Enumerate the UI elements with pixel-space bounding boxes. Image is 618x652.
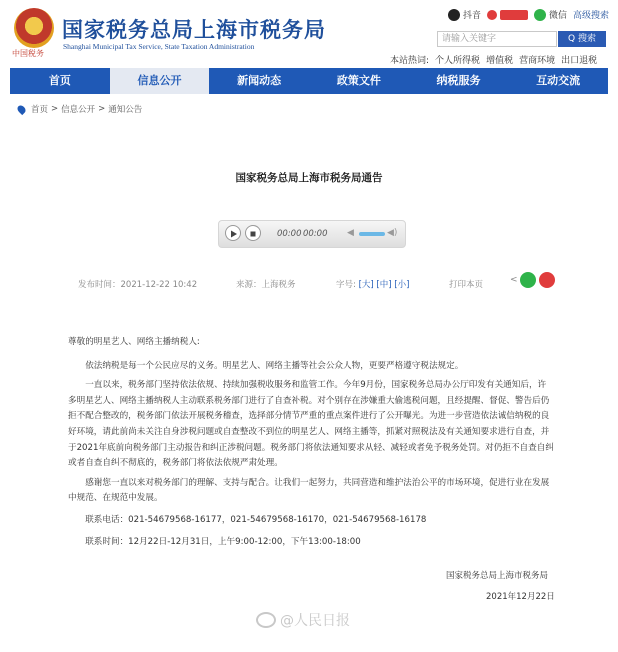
paragraph: 依法纳税是每一个公民应尽的义务。明星艺人、网络主播等社会公众人物，更要严格遵守税法规定。 <box>85 360 464 371</box>
weibo-link[interactable] <box>487 10 528 20</box>
breadcrumb-home[interactable]: 首页 <box>31 105 49 115</box>
mute-icon[interactable]: ◀ <box>347 228 354 238</box>
top-links <box>448 8 609 21</box>
watermark-text: @人民日报 <box>280 613 350 629</box>
nav-policy[interactable]: 政策文件 <box>336 74 381 87</box>
location-pin-icon <box>16 103 27 114</box>
nav-interaction[interactable]: 互动交流 <box>536 74 581 87</box>
weibo-icon <box>487 10 497 20</box>
site-subtitle: Shanghai Municipal Tax Service, State Taxation Administration <box>63 42 255 51</box>
wechat-share-icon[interactable] <box>520 272 536 288</box>
hotword-item[interactable]: 个人所得税 <box>435 56 481 66</box>
nav-home[interactable]: 首页 <box>48 74 71 87</box>
breadcrumb-info[interactable]: 信息公开 <box>61 105 96 115</box>
font-size-label: 字号: <box>336 280 356 290</box>
total-time: 00:00 <box>303 229 328 239</box>
weibo-badge <box>500 10 528 20</box>
volume-max-icon[interactable]: ◀) <box>387 228 398 238</box>
signature: 国家税务总局上海市税务局 <box>446 571 549 581</box>
font-medium-button[interactable]: [中] <box>376 280 392 290</box>
breadcrumb-notice[interactable]: 通知公告 <box>108 105 143 115</box>
share-icon[interactable]: < <box>510 275 518 285</box>
hotwords-label: 本站热词: <box>390 56 430 66</box>
douyin-label: 抖音 <box>463 11 482 21</box>
paragraph: 感谢您一直以来对税务部门的理解、支持与配合。让我们一起努力，共同营造和维护法治公平的市场环境，促进行业在发展中规范、在规范中发展。 <box>68 477 550 504</box>
emblem-caption: 中国税务 <box>12 49 44 58</box>
font-large-button[interactable]: [大] <box>358 280 374 290</box>
wechat-label: 微信 <box>549 11 568 21</box>
search-button[interactable]: Q 搜索 <box>558 31 606 47</box>
current-time: 00:00 <box>277 229 302 239</box>
stop-button[interactable] <box>245 225 261 241</box>
wechat-link[interactable] <box>534 8 567 21</box>
nav-news[interactable]: 新闻动态 <box>237 74 282 87</box>
nav-tax-service[interactable]: 纳税服务 <box>436 74 481 87</box>
paragraph: 一直以来，税务部门坚持依法依规、持续加强税收服务和监管工作。今年9月份，国家税务总局办公厅印发有关通知后，许多明星艺人、网络主播纳税人主动联系税务部门进行了自查补税。对个别存在涉嫌重大偷逃税问题，且经提醒、督促、警告后仍拒不配合整改的，税务部门依法开展税务稽查，选择部分情节严重的重点案件进行了公开曝光。为进一步营造依法诚信纳税的良好环境，请此前尚未关注自身涉税问题或自查整改不到位的明星艺人、网络主播等，抓紧对照税法及有关通知要求进行自查，并于2021年底前向税务部门主动报告和纠正涉税问题。税务部门将依法通知要求从轻、减轻或者免予税务处罚。对仍拒不自查自纠或者自查自纠不彻底的，税务部门将依法依规严肃处理。 <box>68 380 554 469</box>
contact-time: 联系时间：12月22日-12月31日，上午9:00-12:00，下午13:00-18:00 <box>85 536 361 547</box>
article-title: 国家税务总局上海市税务局通告 <box>235 172 383 184</box>
nav-info-disclosure[interactable]: 信息公开 <box>110 68 210 94</box>
print-button[interactable]: 打印本页 <box>449 280 484 290</box>
article-body <box>68 335 554 550</box>
watermark <box>256 610 350 630</box>
weibo-watermark-icon <box>256 612 276 628</box>
volume-slider[interactable] <box>359 232 385 236</box>
hotwords-bar <box>390 53 597 66</box>
salutation: 尊敬的明星艺人、网络主播纳税人: <box>68 337 200 347</box>
hotword-item[interactable]: 增值税 <box>486 56 514 66</box>
hotword-item[interactable]: 营商环境 <box>519 56 556 66</box>
weibo-share-icon[interactable] <box>539 272 555 288</box>
font-size-control <box>336 278 409 290</box>
wechat-icon <box>534 9 546 21</box>
breadcrumb: 首页 > 信息公开 > 通知公告 <box>18 103 142 115</box>
search-input[interactable]: 请输入关键字 <box>437 31 557 47</box>
advanced-search-link[interactable]: 高级搜索 <box>573 11 610 21</box>
main-nav <box>10 68 608 94</box>
tax-emblem-logo <box>14 8 54 48</box>
site-title[interactable]: 国家税务总局上海市税务局 <box>62 18 326 42</box>
hotword-item[interactable]: 出口退税 <box>561 56 598 66</box>
article-source: 来源：上海税务 <box>236 280 296 290</box>
douyin-link[interactable] <box>448 8 481 21</box>
contact-phone: 联系电话：021-54679568-16177，021-54679568-16170，021-54679568-16178 <box>85 514 427 525</box>
notice-date: 2021年12月22日 <box>486 592 555 602</box>
douyin-icon <box>448 9 460 21</box>
play-button[interactable] <box>225 225 241 241</box>
font-small-button[interactable]: [小] <box>394 280 410 290</box>
audio-player <box>218 220 406 248</box>
publish-time: 发布时间：2021-12-22 10:42 <box>78 280 198 290</box>
